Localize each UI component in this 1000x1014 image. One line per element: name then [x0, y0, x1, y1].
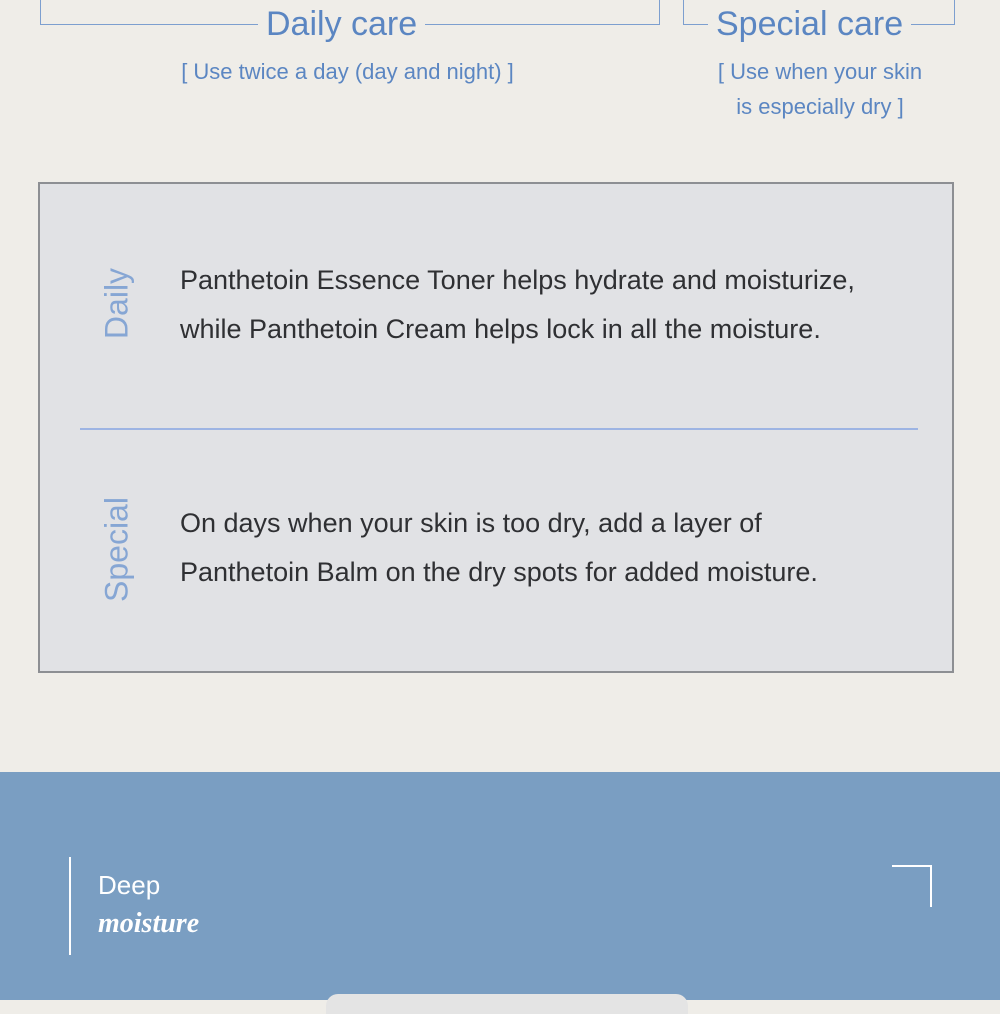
special-care-note-line1: [ Use when your skin — [717, 59, 923, 84]
usage-panel — [38, 182, 954, 673]
special-description-line2: Panthetoin Balm on the dry spots for added moisture. — [180, 557, 818, 587]
banner-vertical-line — [69, 857, 71, 955]
special-description — [180, 499, 940, 597]
banner-title-deep: Deep — [98, 870, 161, 900]
panel-divider — [80, 428, 918, 430]
special-care-title: Special care — [708, 7, 911, 41]
daily-care-note: [ Use twice a day (day and night) ] — [181, 59, 514, 84]
special-care-note — [680, 54, 960, 124]
daily-care-title: Daily care — [258, 7, 425, 41]
daily-label: Daily — [98, 267, 135, 340]
deep-moisture-banner — [0, 772, 1000, 1000]
banner-title-moisture: moisture — [98, 908, 200, 939]
special-description-line1: On days when your skin is too dry, add a layer of — [180, 508, 762, 538]
daily-description — [180, 256, 940, 354]
special-label: Special — [98, 497, 135, 602]
daily-description-line2: while Panthetoin Cream helps lock in all the moisture. — [180, 314, 821, 344]
special-care-note-line2: is especially dry ] — [736, 94, 904, 119]
bottom-tab — [326, 994, 688, 1014]
daily-description-line1: Panthetoin Essence Toner helps hydrate and moisturize, — [180, 265, 855, 295]
corner-bracket-icon — [892, 865, 932, 907]
